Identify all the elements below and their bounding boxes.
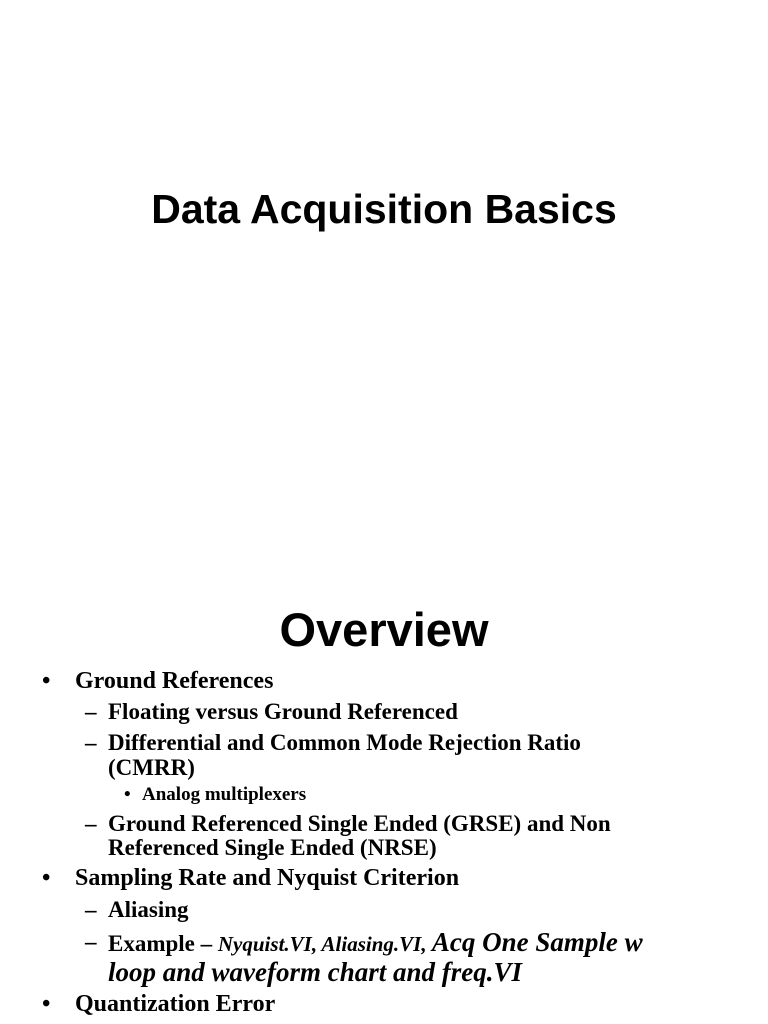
bullet-marker: • <box>42 668 51 694</box>
example-line <box>108 927 643 957</box>
slide-title: Data Acquisition Basics <box>151 186 617 232</box>
bullet-text: Sampling Rate and Nyquist Criterion <box>75 865 460 891</box>
bullet-text: Quantization Error <box>75 991 276 1017</box>
example-vi-names: Nyquist.VI, Aliasing.VI, <box>217 932 432 956</box>
subbullet-text: Differential and Common Mode Rejection Ratio <box>108 730 581 755</box>
dash-marker: – <box>85 811 97 836</box>
subbullet-text: (CMRR) <box>108 755 195 780</box>
dash-marker: – <box>85 730 97 755</box>
subsubbullet-text: Analog multiplexers <box>142 784 307 805</box>
bullet-marker: • <box>42 991 51 1017</box>
subbullet-text: Aliasing <box>108 897 189 922</box>
subbullet-text: Ground Referenced Single Ended (GRSE) and Non <box>108 811 611 836</box>
bullet-text: Ground References <box>75 668 274 694</box>
subbullet-differential-cont <box>108 756 195 780</box>
dash-marker: – <box>85 699 97 724</box>
subbullet-text: Referenced Single Ended (NRSE) <box>108 835 437 860</box>
dash-marker: – <box>85 929 97 954</box>
bullet-marker: • <box>42 865 51 891</box>
subbullet-grse-cont <box>108 836 437 860</box>
overview-title: Overview <box>279 603 489 656</box>
dash-marker: – <box>85 897 97 922</box>
subbullet-text: Floating versus Ground Referenced <box>108 699 458 724</box>
example-line2-text: loop and waveform chart and freq.VI <box>108 957 523 987</box>
subbullet-example-cont <box>108 957 522 987</box>
bullet-marker: • <box>124 784 131 805</box>
example-label: Example – <box>108 931 218 956</box>
example-acq-text: Acq One Sample w <box>431 927 643 957</box>
